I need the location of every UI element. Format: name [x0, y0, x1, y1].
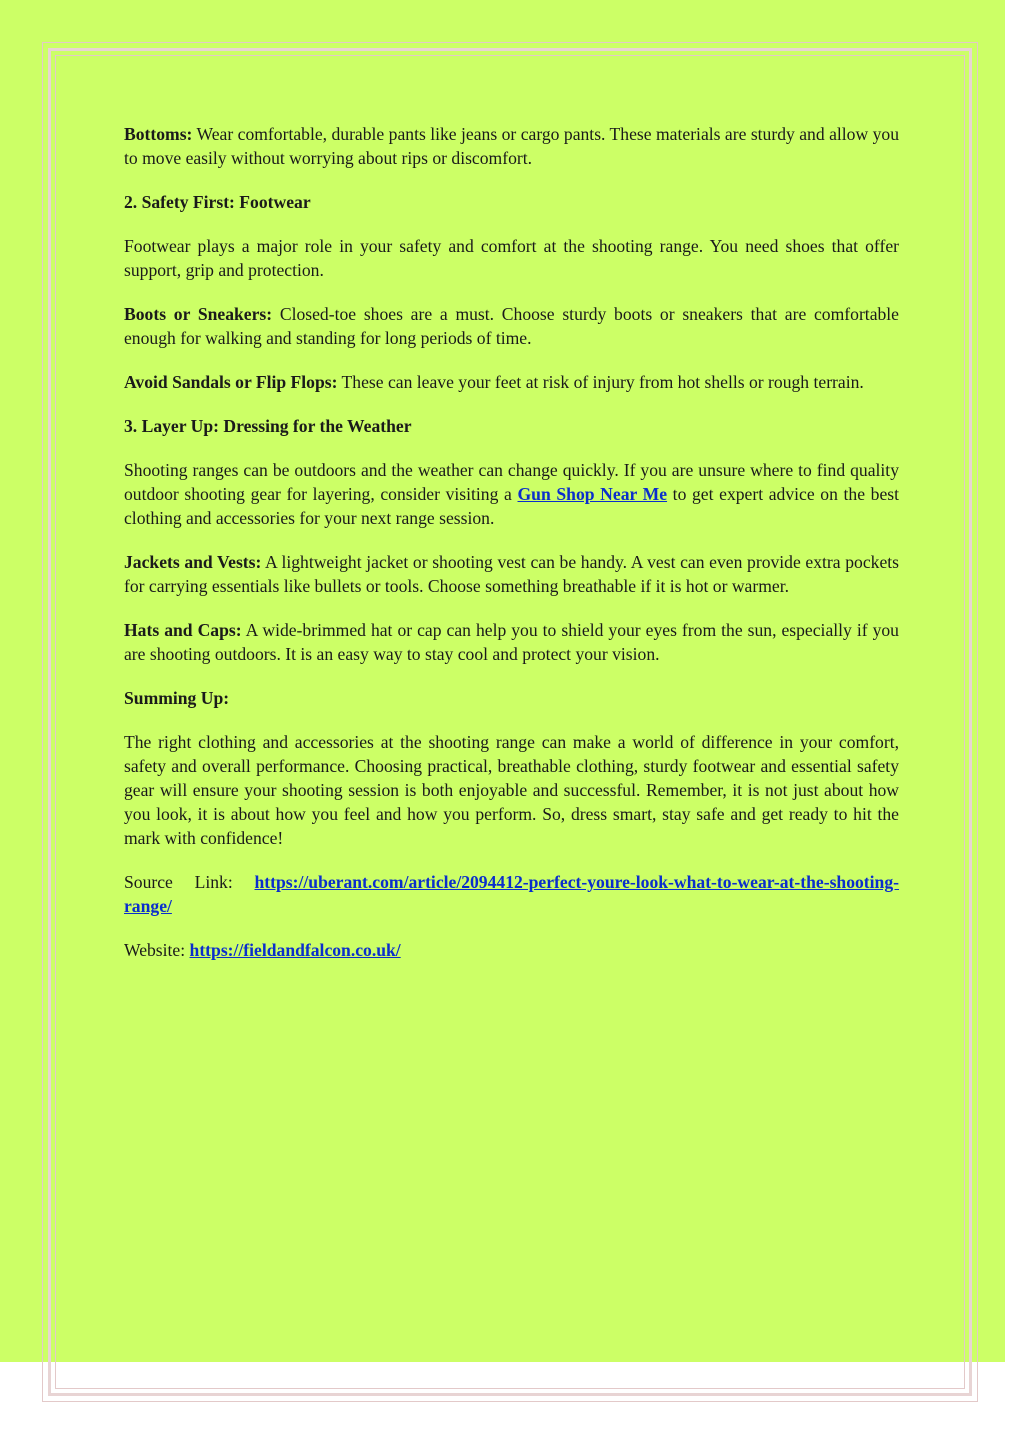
section-2-heading	[124, 190, 899, 214]
source-link[interactable]: https://uberant.com/article/2094412-perfect-youre-look-what-to-wear-at-the-shooting-range/	[124, 872, 899, 916]
summing-up-heading-text: Summing Up:	[124, 688, 230, 708]
sandals-text: These can leave your feet at risk of injury from hot shells or rough terrain.	[337, 372, 864, 392]
hats-paragraph	[124, 618, 899, 666]
boots-paragraph	[124, 302, 899, 350]
summing-up-heading	[124, 686, 899, 710]
boots-label: Boots or Sneakers:	[124, 304, 273, 324]
section-3-heading-text: 3. Layer Up: Dressing for the Weather	[124, 416, 412, 436]
source-link-label: Source Link:	[124, 872, 255, 892]
bottoms-text: Wear comfortable, durable pants like jeans or cargo pants. These materials are sturdy and allow you to move easily without worrying about rips or discomfort.	[124, 124, 899, 168]
hats-label: Hats and Caps:	[124, 620, 242, 640]
jackets-label: Jackets and Vests:	[124, 552, 262, 572]
section-2-heading-text: 2. Safety First: Footwear	[124, 192, 311, 212]
weather-text-before: Shooting ranges can be outdoors and the weather can change quickly. If you are unsure where to find quality outdoor shooting gear for layering, consider visiting a	[124, 460, 899, 504]
section-3-heading	[124, 414, 899, 438]
website-link[interactable]: https://fieldandfalcon.co.uk/	[189, 940, 401, 960]
jackets-paragraph	[124, 550, 899, 598]
source-link-paragraph	[124, 870, 899, 918]
footwear-intro-paragraph: Footwear plays a major role in your safety and comfort at the shooting range. You need shoes that offer support, grip and protection.	[124, 236, 899, 280]
bottoms-label: Bottoms:	[124, 124, 193, 144]
gun-shop-near-me-link[interactable]: Gun Shop Near Me	[517, 484, 668, 504]
weather-paragraph	[124, 458, 899, 530]
hats-text: A wide-brimmed hat or cap can help you to shield your eyes from the sun, especially if you are shooting outdoors. It is an easy way to stay cool and protect your vision.	[124, 620, 899, 664]
sandals-paragraph	[124, 370, 899, 394]
sandals-label: Avoid Sandals or Flip Flops:	[124, 372, 338, 392]
weather-text-after: to get expert advice on the best clothing and accessories for your next range session.	[124, 484, 899, 528]
jackets-text: A lightweight jacket or shooting vest can be handy. A vest can even provide extra pockets for carrying essentials like bullets or tools. Choose something breathable if it is hot or warmer.	[124, 552, 899, 596]
bottoms-paragraph	[124, 122, 899, 170]
document-body	[124, 122, 899, 982]
summing-up-paragraph: The right clothing and accessories at the shooting range can make a world of difference in your comfort, safety and overall performance. Choosing practical, breathable clothing, sturdy footwear and essential safety gear will ensure your shooting session is both enjoyable and successful. Remember, it is not just about how you look, it is about how you feel and how you perform. So, dress smart, stay safe and get ready to hit the mark with confidence!	[124, 732, 899, 848]
website-label: Website:	[124, 940, 190, 960]
boots-text: Closed-toe shoes are a must. Choose sturdy boots or sneakers that are comfortable enough for walking and standing for long periods of time.	[124, 304, 899, 348]
website-paragraph	[124, 938, 899, 962]
